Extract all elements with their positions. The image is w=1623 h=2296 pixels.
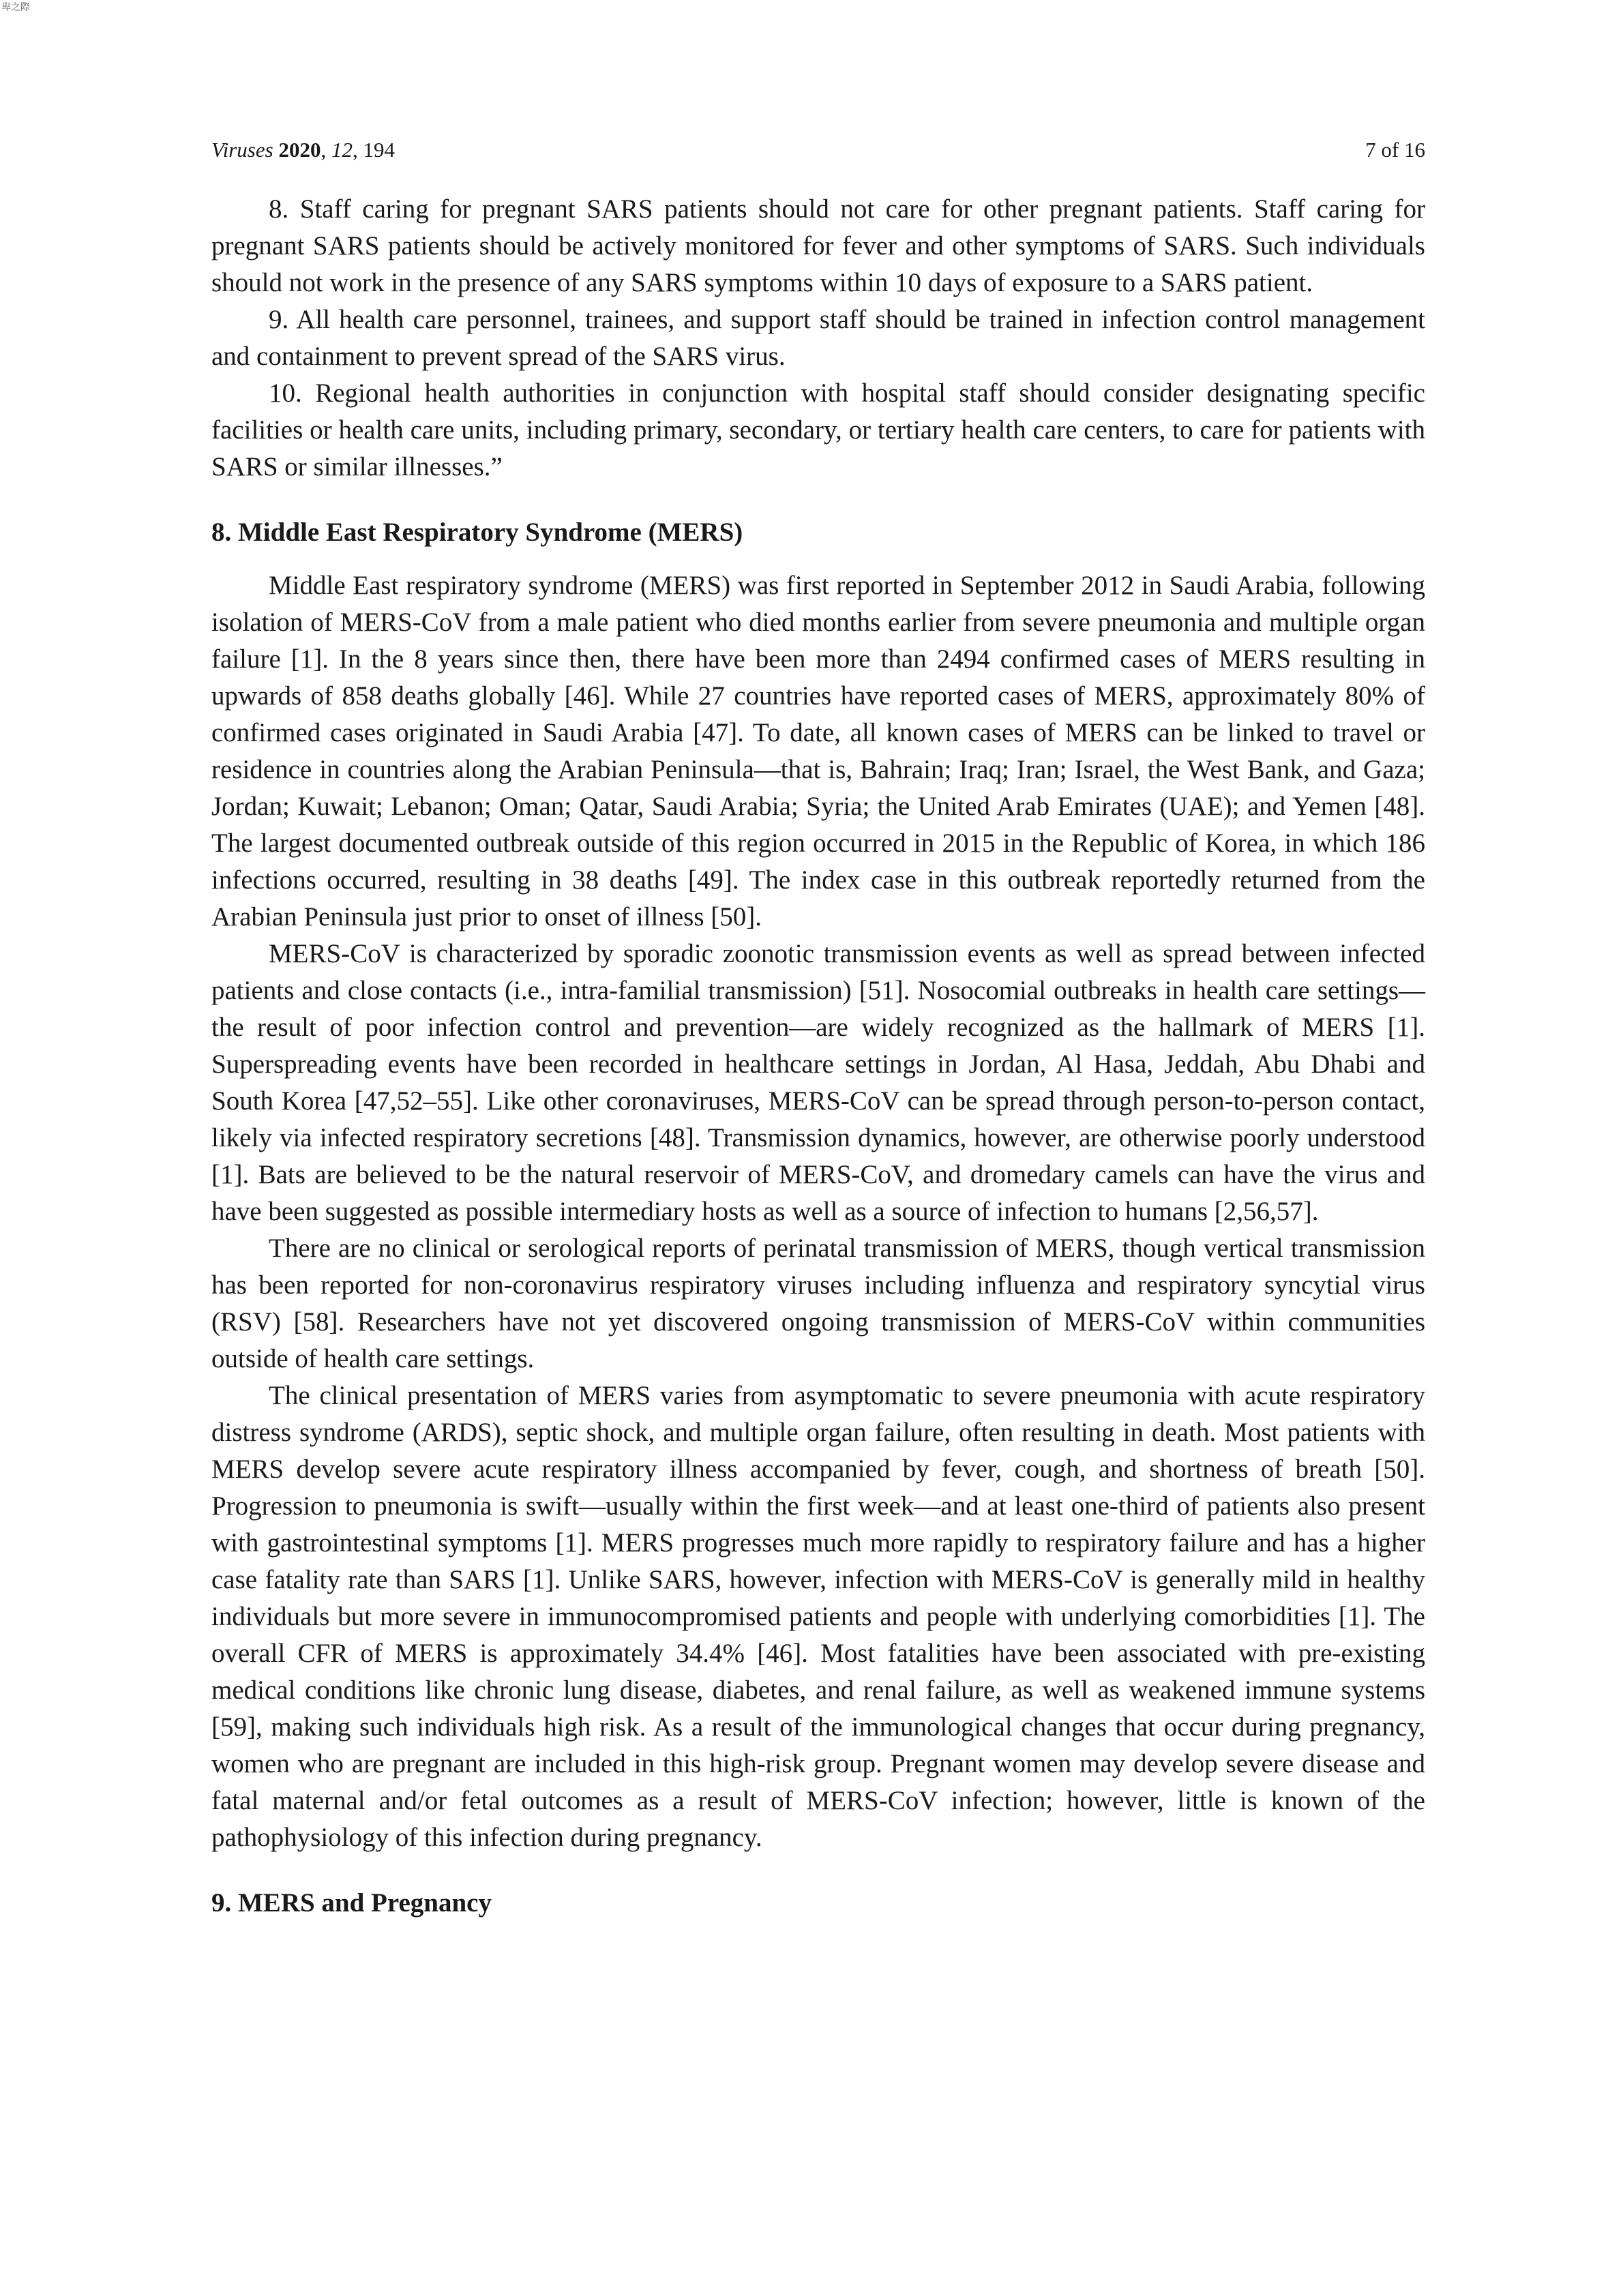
watermark-text: 卑之際 [1, 2, 30, 13]
journal-name: Viruses [211, 138, 273, 162]
mers-paragraph-1: Middle East respiratory syndrome (MERS) was first reported in September 2012 in Saudi Arabia, following isolation of MERS-CoV from a male patient who died months earlier from severe pneumonia and multiple organ failure [1]. In the 8 years since then, there have been more than 2494 confirmed cases of MERS resulting in upwards of 858 deaths globally [46]. While 27 countries have reported cases of MERS, approximately 80% of confirmed cases originated in Saudi Arabia [47]. To date, all known cases of MERS can be linked to travel or residence in countries along the Arabian Peninsula—that is, Bahrain; Iraq; Iran; Israel, the West Bank, and Gaza; Jordan; Kuwait; Lebanon; Oman; Qatar, Saudi Arabia; Syria; the United Arab Emirates (UAE); and Yemen [48]. The largest documented outbreak outside of this region occurred in 2015 in the Republic of Korea, in which 186 infections occurred, resulting in 38 deaths [49]. The index case in this outbreak reportedly returned from the Arabian Peninsula just prior to onset of illness [50]. [211, 571, 1425, 931]
section-heading-mers: 8. Middle East Respiratory Syndrome (MERS) [211, 518, 743, 547]
article-number: 194 [363, 138, 395, 162]
mers-paragraph-2: MERS-CoV is characterized by sporadic zoonotic transmission events as well as spread between infected patients and close contacts (i.e., intra-familial transmission) [51]. Nosocomial outbreaks in health care settings—the result of poor infection control and prevention—are widely recognized as the hallmark of MERS [1]. Superspreading events have been recorded in healthcare settings in Jordan, Al Hasa, Jeddah, Abu Dhabi and South Korea [47,52–55]. Like other coronaviruses, MERS-CoV can be spread through person-to-person contact, likely via infected respiratory secretions [48]. Transmission dynamics, however, are otherwise poorly understood [1]. Bats are believed to be the natural reservoir of MERS-CoV, and dromedary camels can have the virus and have been suggested as possible intermediary hosts as well as a source of infection to humans [2,56,57]. [211, 939, 1425, 1226]
journal-volume: 12 [331, 138, 353, 162]
section-heading-mers-pregnancy: 9. MERS and Pregnancy [211, 1888, 492, 1918]
journal-citation: Viruses 2020, 12, 194 [211, 138, 395, 162]
recommendation-9: 9. All health care personnel, trainees, and support staff should be trained in infection control management and containment to prevent spread of the SARS virus. [211, 305, 1425, 371]
document-page [211, 136, 1425, 1938]
running-header [211, 136, 1425, 164]
journal-year: 2020 [278, 138, 321, 162]
page-number: 7 of 16 [1365, 138, 1425, 162]
mers-paragraph-4: The clinical presentation of MERS varies from asymptomatic to severe pneumonia with acute respiratory distress syndrome (ARDS), septic shock, and multiple organ failure, often resulting in death. Most patients with MERS develop severe acute respiratory illness accompanied by fever, cough, and shortness of breath [50]. Progression to pneumonia is swift—usually within the first week—and at least one-third of patients also present with gastrointestinal symptoms [1]. MERS progresses much more rapidly to respiratory failure and has a higher case fatality rate than SARS [1]. Unlike SARS, however, infection with MERS-CoV is generally mild in healthy individuals but more severe in immunocompromised patients and people with underlying comorbidities [1]. The overall CFR of MERS is approximately 34.4% [46]. Most fatalities have been associated with pre-existing medical conditions like chronic lung disease, diabetes, and renal failure, as well as weakened immune systems [59], making such individuals high risk. As a result of the immunological changes that occur during pregnancy, women who are pregnant are included in this high-risk group. Pregnant women may develop severe disease and fatal maternal and/or fetal outcomes as a result of MERS-CoV infection; however, little is known of the pathophysiology of this infection during pregnancy. [211, 1381, 1425, 1852]
recommendation-8: 8. Staff caring for pregnant SARS patients should not care for other pregnant patients. Staff caring for pregnant SARS patients should be actively monitored for fever and other symptoms of SARS. Such individuals should not work in the presence of any SARS symptoms within 10 days of exposure to a SARS patient. [211, 194, 1425, 297]
mers-paragraph-3: There are no clinical or serological reports of perinatal transmission of MERS, though vertical transmission has been reported for non-coronavirus respiratory viruses including influenza and respiratory syncytial virus (RSV) [58]. Researchers have not yet discovered ongoing transmission of MERS-CoV within communities outside of health care settings. [211, 1234, 1425, 1373]
recommendation-10: 10. Regional health authorities in conjunction with hospital staff should consider designating specific facilities or health care units, including primary, secondary, or tertiary health care centers, to care for patients with SARS or similar illnesses.” [211, 378, 1425, 481]
